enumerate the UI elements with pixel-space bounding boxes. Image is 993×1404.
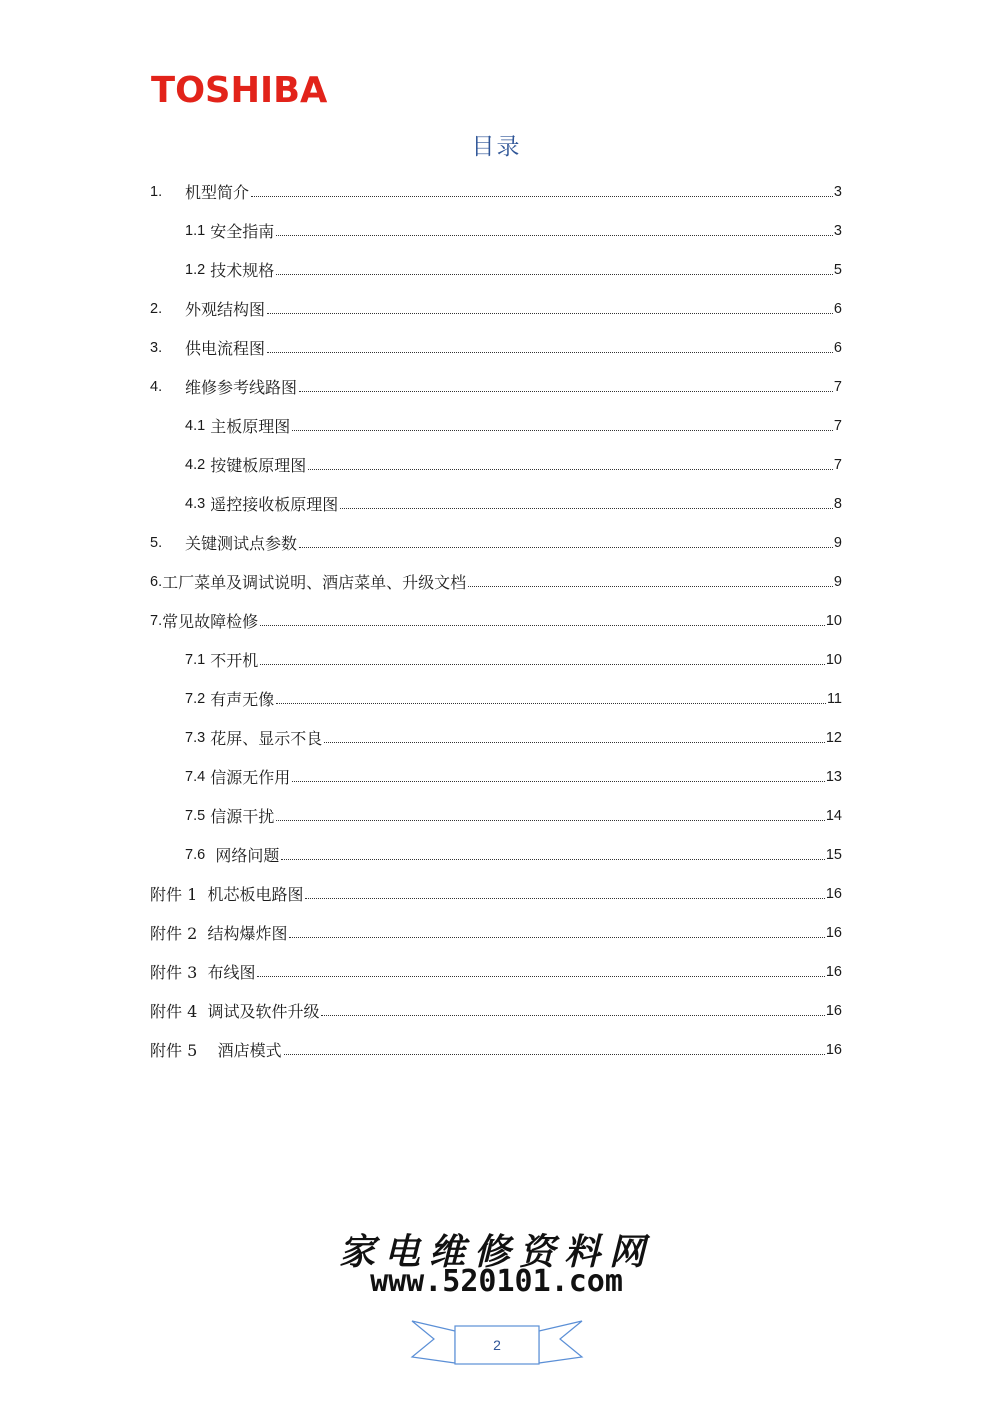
toc-entry-number: 7.2 <box>185 690 206 707</box>
toc-entry-label: 维修参考线路图 <box>185 378 298 397</box>
toc-entry[interactable] <box>150 874 842 913</box>
toc-entry-page: 11 <box>826 690 842 707</box>
toc-entry-label: 网络问题 <box>205 846 280 865</box>
toc-entry-page: 6 <box>833 339 842 356</box>
toc-entry-number: 7.6 <box>185 846 206 863</box>
toc-entry-page: 5 <box>833 261 842 278</box>
toc-entry-number: 1.2 <box>185 261 206 278</box>
toc-entry-number: 7.5 <box>185 807 206 824</box>
toc-dot-leader <box>251 195 833 197</box>
toc-entry-label: 附件 3 布线图 <box>150 963 256 982</box>
toc-entry-page: 16 <box>825 885 842 902</box>
toc-entry-page: 12 <box>825 729 842 746</box>
toc-entry-page: 7 <box>833 417 842 434</box>
toc-entry-number: 7.3 <box>185 729 206 746</box>
toc-dot-leader <box>468 585 833 587</box>
toc-entry[interactable] <box>150 523 842 562</box>
toc-dot-leader <box>260 624 825 626</box>
toc-entry-page: 16 <box>825 924 842 941</box>
toc-dot-leader <box>267 312 833 314</box>
toc-entry-label: 外观结构图 <box>185 300 266 319</box>
toc-entry-number: 7.4 <box>185 768 206 785</box>
toc-entry[interactable] <box>150 211 842 250</box>
toc-entry-label: 有声无像 <box>205 690 275 709</box>
toc-entry[interactable] <box>150 406 842 445</box>
toc-entry[interactable] <box>150 835 842 874</box>
toc-entry-label: 信源干扰 <box>205 807 275 826</box>
toc-entry-label: 不开机 <box>205 651 259 670</box>
toc-entry-page: 10 <box>825 651 842 668</box>
toc-entry[interactable] <box>150 952 842 991</box>
toc-entry-number: 7. <box>150 612 163 629</box>
toc-entry-label: 遥控接收板原理图 <box>205 495 339 514</box>
toc-title: 目录 <box>471 134 522 160</box>
toc-entry-number: 3. <box>150 339 163 356</box>
toc-entry[interactable] <box>150 913 842 952</box>
toc-entry[interactable] <box>150 445 842 484</box>
toc-entry[interactable] <box>150 679 842 718</box>
toc-entry-page: 9 <box>833 573 842 590</box>
toc-entry-page: 3 <box>833 183 842 200</box>
toc-entry[interactable] <box>150 1030 842 1069</box>
toc-dot-leader <box>276 819 825 821</box>
toc-entry-number: 1.1 <box>185 222 206 239</box>
toc-dot-leader <box>292 780 825 782</box>
toc-entry-label: 附件 2 结构爆炸图 <box>150 924 288 943</box>
toc-entry-label: 机型简介 <box>185 183 250 202</box>
page-number: 2 <box>493 1337 501 1353</box>
toc-entry[interactable] <box>150 250 842 289</box>
toc-entry[interactable] <box>150 484 842 523</box>
toc-dot-leader <box>276 234 833 236</box>
toc-entry-number: 2. <box>150 300 163 317</box>
toc-entry-label: 常见故障检修 <box>162 612 259 631</box>
toc-entry-number: 4.3 <box>185 495 206 512</box>
toc-entry-label: 附件 4 调试及软件升级 <box>150 1002 320 1021</box>
toc-entry-page: 7 <box>833 456 842 473</box>
toc-entry-label: 主板原理图 <box>205 417 291 436</box>
toc-entry-label: 按键板原理图 <box>205 456 307 475</box>
toc-entry-number: 1. <box>150 183 163 200</box>
toc-entry-page: 16 <box>825 1002 842 1019</box>
toc-dot-leader <box>257 975 824 977</box>
toshiba-logo: TOSHIBA <box>151 70 328 111</box>
toc-dot-leader <box>276 273 833 275</box>
toc-dot-leader <box>260 663 825 665</box>
toc-entry-number: 5. <box>150 534 163 551</box>
toc-entry-page: 7 <box>833 378 842 395</box>
watermark-url: www.520101.com <box>370 1264 623 1299</box>
toc-entry[interactable] <box>150 367 842 406</box>
toc-entry-label: 附件 5 酒店模式 <box>150 1041 282 1060</box>
toc-entry[interactable] <box>150 289 842 328</box>
toc-entry[interactable] <box>150 718 842 757</box>
toc-entry-number: 6. <box>150 573 163 590</box>
toc-entry[interactable] <box>150 601 842 640</box>
toc-entry-label: 安全指南 <box>205 222 275 241</box>
toc-entry-number: 4.1 <box>185 417 206 434</box>
toc-entry-number: 4. <box>150 378 163 395</box>
toc-dot-leader <box>276 702 826 704</box>
toc-entry[interactable] <box>150 640 842 679</box>
toc-dot-leader <box>292 429 833 431</box>
toc-entry-page: 10 <box>825 612 842 629</box>
toc-dot-leader <box>324 741 825 743</box>
toc-entry-page: 9 <box>833 534 842 551</box>
toc-dot-leader <box>267 351 833 353</box>
toc-dot-leader <box>308 468 833 470</box>
toc-dot-leader <box>305 897 824 899</box>
toc-dot-leader <box>299 390 833 392</box>
toc-entry-label: 技术规格 <box>205 261 275 280</box>
toc-entry-number: 7.1 <box>185 651 206 668</box>
toc-dot-leader <box>281 858 825 860</box>
toc-entry-label: 花屏、显示不良 <box>205 729 323 748</box>
toc-entry[interactable] <box>150 562 842 601</box>
toc-entry-page: 15 <box>825 846 842 863</box>
toc-dot-leader <box>284 1053 825 1055</box>
toc-entry-page: 16 <box>825 963 842 980</box>
toc-entry-page: 13 <box>825 768 842 785</box>
toc-entry[interactable] <box>150 796 842 835</box>
toc-entry[interactable] <box>150 991 842 1030</box>
toc-entry-label: 信源无作用 <box>205 768 291 787</box>
toc-entry[interactable] <box>150 328 842 367</box>
toc-entry-number: 4.2 <box>185 456 206 473</box>
toc-entry-page: 14 <box>825 807 842 824</box>
table-of-contents <box>150 172 842 1069</box>
toc-entry-page: 8 <box>833 495 842 512</box>
toc-dot-leader <box>321 1014 824 1016</box>
toc-dot-leader <box>289 936 824 938</box>
toc-entry-label: 供电流程图 <box>185 339 266 358</box>
toc-dot-leader <box>299 546 833 548</box>
toc-entry-label: 关键测试点参数 <box>185 534 298 553</box>
toc-entry[interactable] <box>150 757 842 796</box>
toc-entry-label: 附件 1 机芯板电路图 <box>150 885 304 904</box>
toc-entry-page: 3 <box>833 222 842 239</box>
toc-entry[interactable] <box>150 172 842 211</box>
watermark-site-name: 家电维修资料网 <box>338 1231 654 1273</box>
toc-entry-label: 工厂菜单及调试说明、酒店菜单、升级文档 <box>162 573 467 592</box>
toc-entry-page: 6 <box>833 300 842 317</box>
toc-dot-leader <box>340 507 833 509</box>
toc-entry-page: 16 <box>825 1041 842 1058</box>
